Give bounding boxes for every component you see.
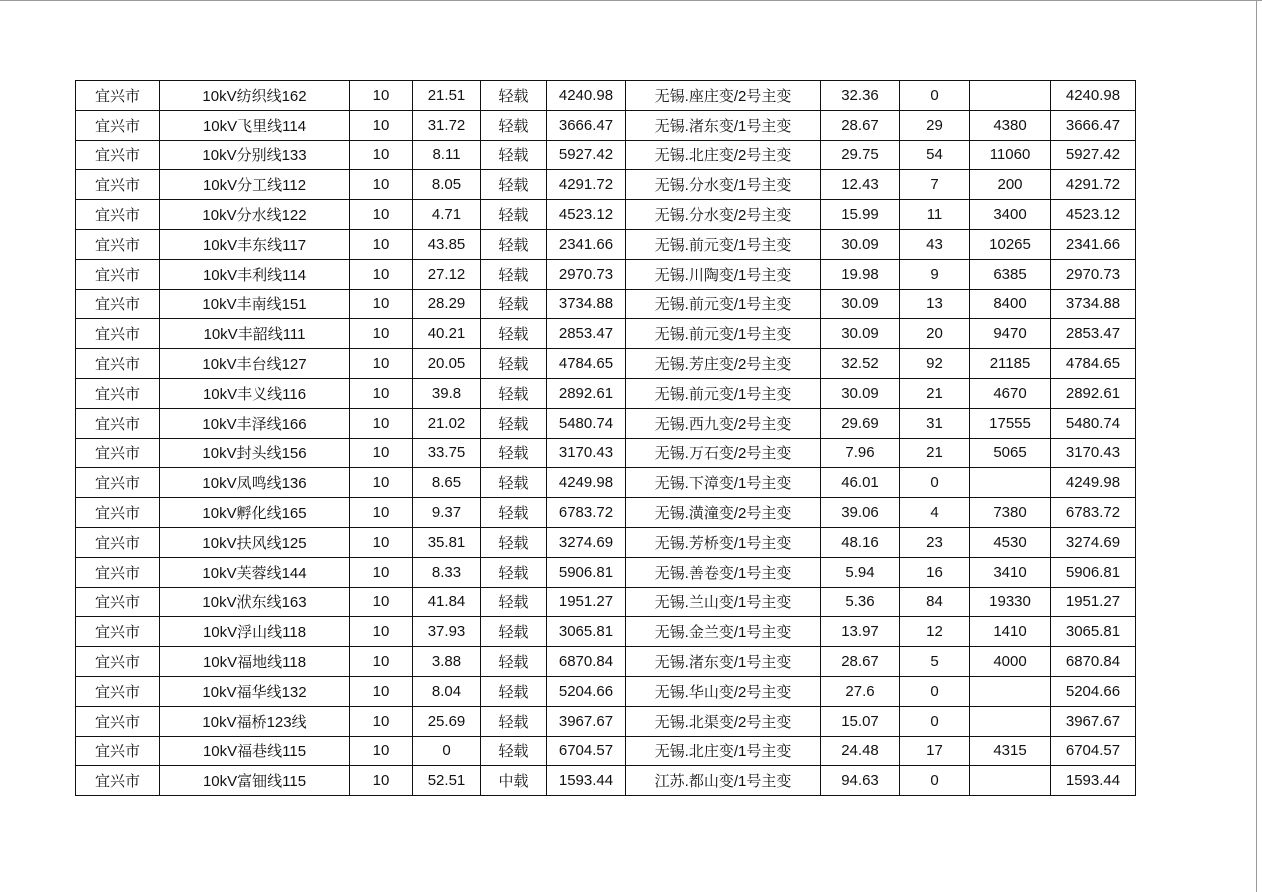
table-row (76, 408, 1136, 438)
load-rate-cell: 43.85 (413, 229, 481, 259)
city-cell: 宜兴市 (76, 378, 160, 408)
city-cell: 宜兴市 (76, 170, 160, 200)
count-cell: 4 (900, 498, 970, 528)
transformer-load-cell: 29.69 (821, 408, 900, 438)
line-name-cell: 10kV飞里线114 (160, 110, 350, 140)
capacity-cell: 4291.72 (547, 170, 626, 200)
line-name-cell: 10kV福巷线115 (160, 736, 350, 766)
count-cell: 11 (900, 200, 970, 230)
margin-cell: 4240.98 (1051, 81, 1136, 111)
load-rate-cell: 8.33 (413, 557, 481, 587)
transformer-load-cell: 5.94 (821, 557, 900, 587)
amount-cell (970, 706, 1051, 736)
amount-cell: 4530 (970, 527, 1051, 557)
voltage-cell: 10 (350, 349, 413, 379)
amount-cell: 19330 (970, 587, 1051, 617)
capacity-cell: 4240.98 (547, 81, 626, 111)
margin-cell: 2892.61 (1051, 378, 1136, 408)
substation-cell: 无锡.金兰变/1号主变 (626, 617, 821, 647)
substation-cell: 无锡.华山变/2号主变 (626, 676, 821, 706)
voltage-cell: 10 (350, 229, 413, 259)
load-status-cell: 轻载 (481, 349, 547, 379)
voltage-cell: 10 (350, 110, 413, 140)
city-cell: 宜兴市 (76, 617, 160, 647)
transformer-load-cell: 19.98 (821, 259, 900, 289)
load-rate-cell: 31.72 (413, 110, 481, 140)
count-cell: 0 (900, 706, 970, 736)
count-cell: 13 (900, 289, 970, 319)
line-name-cell: 10kV丰东线117 (160, 229, 350, 259)
capacity-cell: 3734.88 (547, 289, 626, 319)
substation-cell: 无锡.座庄变/2号主变 (626, 81, 821, 111)
transformer-load-cell: 32.36 (821, 81, 900, 111)
table-row (76, 557, 1136, 587)
load-status-cell: 轻载 (481, 229, 547, 259)
line-name-cell: 10kV洑东线163 (160, 587, 350, 617)
load-rate-cell: 4.71 (413, 200, 481, 230)
city-cell: 宜兴市 (76, 766, 160, 796)
load-status-cell: 轻载 (481, 557, 547, 587)
substation-cell: 无锡.北渠变/2号主变 (626, 706, 821, 736)
load-status-cell: 轻载 (481, 676, 547, 706)
load-rate-cell: 39.8 (413, 378, 481, 408)
substation-cell: 无锡.北庄变/2号主变 (626, 140, 821, 170)
load-rate-cell: 25.69 (413, 706, 481, 736)
transformer-load-cell: 46.01 (821, 468, 900, 498)
capacity-cell: 3666.47 (547, 110, 626, 140)
margin-cell: 4249.98 (1051, 468, 1136, 498)
load-status-cell: 轻载 (481, 378, 547, 408)
table-body (76, 81, 1136, 796)
load-status-cell: 轻载 (481, 140, 547, 170)
capacity-cell: 6783.72 (547, 498, 626, 528)
table-row (76, 766, 1136, 796)
amount-cell (970, 676, 1051, 706)
margin-cell: 3666.47 (1051, 110, 1136, 140)
load-rate-cell: 8.65 (413, 468, 481, 498)
table-row (76, 438, 1136, 468)
line-name-cell: 10kV丰利线114 (160, 259, 350, 289)
city-cell: 宜兴市 (76, 140, 160, 170)
amount-cell: 6385 (970, 259, 1051, 289)
line-name-cell: 10kV丰韶线111 (160, 319, 350, 349)
transformer-load-cell: 30.09 (821, 319, 900, 349)
city-cell: 宜兴市 (76, 468, 160, 498)
margin-cell: 5927.42 (1051, 140, 1136, 170)
table-row (76, 140, 1136, 170)
voltage-cell: 10 (350, 587, 413, 617)
line-name-cell: 10kV福桥123线 (160, 706, 350, 736)
transformer-load-cell: 15.99 (821, 200, 900, 230)
city-cell: 宜兴市 (76, 81, 160, 111)
voltage-cell: 10 (350, 676, 413, 706)
count-cell: 17 (900, 736, 970, 766)
margin-cell: 3170.43 (1051, 438, 1136, 468)
city-cell: 宜兴市 (76, 587, 160, 617)
voltage-cell: 10 (350, 498, 413, 528)
amount-cell: 3410 (970, 557, 1051, 587)
capacity-cell: 5906.81 (547, 557, 626, 587)
city-cell: 宜兴市 (76, 289, 160, 319)
capacity-cell: 1951.27 (547, 587, 626, 617)
capacity-cell: 3170.43 (547, 438, 626, 468)
table-row (76, 110, 1136, 140)
city-cell: 宜兴市 (76, 498, 160, 528)
voltage-cell: 10 (350, 557, 413, 587)
line-name-cell: 10kV分别线133 (160, 140, 350, 170)
amount-cell: 8400 (970, 289, 1051, 319)
transformer-load-cell: 29.75 (821, 140, 900, 170)
amount-cell (970, 81, 1051, 111)
count-cell: 0 (900, 676, 970, 706)
table-row (76, 468, 1136, 498)
capacity-cell: 2892.61 (547, 378, 626, 408)
load-rate-cell: 8.04 (413, 676, 481, 706)
transformer-load-cell: 27.6 (821, 676, 900, 706)
amount-cell: 5065 (970, 438, 1051, 468)
table-row (76, 647, 1136, 677)
transformer-load-cell: 94.63 (821, 766, 900, 796)
margin-cell: 6704.57 (1051, 736, 1136, 766)
line-name-cell: 10kV分水线122 (160, 200, 350, 230)
load-rate-cell: 28.29 (413, 289, 481, 319)
count-cell: 23 (900, 527, 970, 557)
city-cell: 宜兴市 (76, 647, 160, 677)
substation-cell: 无锡.万石变/2号主变 (626, 438, 821, 468)
load-rate-cell: 35.81 (413, 527, 481, 557)
city-cell: 宜兴市 (76, 438, 160, 468)
load-status-cell: 中载 (481, 766, 547, 796)
capacity-cell: 2970.73 (547, 259, 626, 289)
capacity-cell: 1593.44 (547, 766, 626, 796)
table-row (76, 617, 1136, 647)
line-name-cell: 10kV丰义线116 (160, 378, 350, 408)
line-name-cell: 10kV封头线156 (160, 438, 350, 468)
substation-cell: 无锡.前元变/1号主变 (626, 229, 821, 259)
voltage-cell: 10 (350, 259, 413, 289)
load-status-cell: 轻载 (481, 617, 547, 647)
transformer-load-cell: 30.09 (821, 378, 900, 408)
load-rate-cell: 40.21 (413, 319, 481, 349)
voltage-cell: 10 (350, 617, 413, 647)
amount-cell: 200 (970, 170, 1051, 200)
city-cell: 宜兴市 (76, 200, 160, 230)
voltage-cell: 10 (350, 408, 413, 438)
table-row (76, 378, 1136, 408)
line-name-cell: 10kV丰台线127 (160, 349, 350, 379)
page-top-border (0, 0, 1262, 1)
count-cell: 12 (900, 617, 970, 647)
substation-cell: 无锡.前元变/1号主变 (626, 378, 821, 408)
margin-cell: 2970.73 (1051, 259, 1136, 289)
load-status-cell: 轻载 (481, 259, 547, 289)
capacity-cell: 4784.65 (547, 349, 626, 379)
feeder-load-table (75, 80, 1136, 796)
table-row (76, 289, 1136, 319)
capacity-cell: 5927.42 (547, 140, 626, 170)
line-name-cell: 10kV扶风线125 (160, 527, 350, 557)
load-status-cell: 轻载 (481, 647, 547, 677)
count-cell: 21 (900, 438, 970, 468)
amount-cell (970, 766, 1051, 796)
margin-cell: 6783.72 (1051, 498, 1136, 528)
count-cell: 84 (900, 587, 970, 617)
count-cell: 7 (900, 170, 970, 200)
capacity-cell: 3274.69 (547, 527, 626, 557)
load-status-cell: 轻载 (481, 289, 547, 319)
line-name-cell: 10kV浮山线118 (160, 617, 350, 647)
voltage-cell: 10 (350, 736, 413, 766)
table-row (76, 527, 1136, 557)
count-cell: 31 (900, 408, 970, 438)
load-status-cell: 轻载 (481, 170, 547, 200)
capacity-cell: 2341.66 (547, 229, 626, 259)
count-cell: 20 (900, 319, 970, 349)
count-cell: 0 (900, 81, 970, 111)
city-cell: 宜兴市 (76, 349, 160, 379)
city-cell: 宜兴市 (76, 408, 160, 438)
substation-cell: 无锡.芳桥变/1号主变 (626, 527, 821, 557)
transformer-load-cell: 15.07 (821, 706, 900, 736)
margin-cell: 4523.12 (1051, 200, 1136, 230)
count-cell: 43 (900, 229, 970, 259)
load-status-cell: 轻载 (481, 81, 547, 111)
count-cell: 16 (900, 557, 970, 587)
transformer-load-cell: 13.97 (821, 617, 900, 647)
substation-cell: 无锡.潢潼变/2号主变 (626, 498, 821, 528)
transformer-load-cell: 5.36 (821, 587, 900, 617)
city-cell: 宜兴市 (76, 110, 160, 140)
substation-cell: 无锡.前元变/1号主变 (626, 319, 821, 349)
load-rate-cell: 27.12 (413, 259, 481, 289)
substation-cell: 无锡.兰山变/1号主变 (626, 587, 821, 617)
count-cell: 0 (900, 766, 970, 796)
line-name-cell: 10kV福华线132 (160, 676, 350, 706)
load-rate-cell: 3.88 (413, 647, 481, 677)
table-row (76, 81, 1136, 111)
load-rate-cell: 9.37 (413, 498, 481, 528)
transformer-load-cell: 7.96 (821, 438, 900, 468)
table-row (76, 587, 1136, 617)
load-rate-cell: 52.51 (413, 766, 481, 796)
line-name-cell: 10kV芙蓉线144 (160, 557, 350, 587)
substation-cell: 无锡.善卷变/1号主变 (626, 557, 821, 587)
capacity-cell: 6870.84 (547, 647, 626, 677)
substation-cell: 无锡.芳庄变/2号主变 (626, 349, 821, 379)
capacity-cell: 6704.57 (547, 736, 626, 766)
capacity-cell: 2853.47 (547, 319, 626, 349)
voltage-cell: 10 (350, 140, 413, 170)
substation-cell: 无锡.分水变/2号主变 (626, 200, 821, 230)
voltage-cell: 10 (350, 438, 413, 468)
margin-cell: 5906.81 (1051, 557, 1136, 587)
transformer-load-cell: 30.09 (821, 229, 900, 259)
substation-cell: 无锡.下漳变/1号主变 (626, 468, 821, 498)
load-rate-cell: 8.11 (413, 140, 481, 170)
transformer-load-cell: 28.67 (821, 647, 900, 677)
load-status-cell: 轻载 (481, 706, 547, 736)
load-rate-cell: 21.51 (413, 81, 481, 111)
transformer-load-cell: 28.67 (821, 110, 900, 140)
load-status-cell: 轻载 (481, 468, 547, 498)
table-row (76, 349, 1136, 379)
amount-cell: 21185 (970, 349, 1051, 379)
load-rate-cell: 8.05 (413, 170, 481, 200)
table-row (76, 736, 1136, 766)
city-cell: 宜兴市 (76, 557, 160, 587)
substation-cell: 无锡.分水变/1号主变 (626, 170, 821, 200)
line-name-cell: 10kV孵化线165 (160, 498, 350, 528)
substation-cell: 无锡.渚东变/1号主变 (626, 110, 821, 140)
voltage-cell: 10 (350, 200, 413, 230)
transformer-load-cell: 32.52 (821, 349, 900, 379)
margin-cell: 3734.88 (1051, 289, 1136, 319)
margin-cell: 1951.27 (1051, 587, 1136, 617)
load-status-cell: 轻载 (481, 736, 547, 766)
table-row (76, 259, 1136, 289)
table-row (76, 200, 1136, 230)
voltage-cell: 10 (350, 766, 413, 796)
voltage-cell: 10 (350, 81, 413, 111)
voltage-cell: 10 (350, 378, 413, 408)
line-name-cell: 10kV分工线112 (160, 170, 350, 200)
city-cell: 宜兴市 (76, 319, 160, 349)
load-status-cell: 轻载 (481, 110, 547, 140)
amount-cell: 3400 (970, 200, 1051, 230)
count-cell: 54 (900, 140, 970, 170)
transformer-load-cell: 24.48 (821, 736, 900, 766)
capacity-cell: 4523.12 (547, 200, 626, 230)
voltage-cell: 10 (350, 527, 413, 557)
margin-cell: 5480.74 (1051, 408, 1136, 438)
voltage-cell: 10 (350, 319, 413, 349)
city-cell: 宜兴市 (76, 229, 160, 259)
load-rate-cell: 37.93 (413, 617, 481, 647)
capacity-cell: 4249.98 (547, 468, 626, 498)
count-cell: 0 (900, 468, 970, 498)
table-row (76, 319, 1136, 349)
line-name-cell: 10kV凤鸣线136 (160, 468, 350, 498)
substation-cell: 江苏.都山变/1号主变 (626, 766, 821, 796)
capacity-cell: 5480.74 (547, 408, 626, 438)
line-name-cell: 10kV富钿线115 (160, 766, 350, 796)
line-name-cell: 10kV福地线118 (160, 647, 350, 677)
margin-cell: 4291.72 (1051, 170, 1136, 200)
line-name-cell: 10kV丰泽线166 (160, 408, 350, 438)
count-cell: 92 (900, 349, 970, 379)
transformer-load-cell: 39.06 (821, 498, 900, 528)
substation-cell: 无锡.渚东变/1号主变 (626, 647, 821, 677)
count-cell: 9 (900, 259, 970, 289)
voltage-cell: 10 (350, 706, 413, 736)
city-cell: 宜兴市 (76, 706, 160, 736)
page-right-border (1256, 0, 1257, 892)
margin-cell: 3274.69 (1051, 527, 1136, 557)
margin-cell: 3967.67 (1051, 706, 1136, 736)
load-status-cell: 轻载 (481, 408, 547, 438)
city-cell: 宜兴市 (76, 259, 160, 289)
substation-cell: 无锡.川陶变/1号主变 (626, 259, 821, 289)
load-status-cell: 轻载 (481, 527, 547, 557)
city-cell: 宜兴市 (76, 736, 160, 766)
table-row (76, 170, 1136, 200)
line-name-cell: 10kV纺织线162 (160, 81, 350, 111)
margin-cell: 4784.65 (1051, 349, 1136, 379)
amount-cell: 4670 (970, 378, 1051, 408)
margin-cell: 2853.47 (1051, 319, 1136, 349)
margin-cell: 3065.81 (1051, 617, 1136, 647)
amount-cell (970, 468, 1051, 498)
voltage-cell: 10 (350, 647, 413, 677)
voltage-cell: 10 (350, 289, 413, 319)
load-rate-cell: 20.05 (413, 349, 481, 379)
voltage-cell: 10 (350, 170, 413, 200)
substation-cell: 无锡.北庄变/1号主变 (626, 736, 821, 766)
margin-cell: 6870.84 (1051, 647, 1136, 677)
amount-cell: 4315 (970, 736, 1051, 766)
load-rate-cell: 21.02 (413, 408, 481, 438)
amount-cell: 4000 (970, 647, 1051, 677)
transformer-load-cell: 30.09 (821, 289, 900, 319)
count-cell: 21 (900, 378, 970, 408)
transformer-load-cell: 48.16 (821, 527, 900, 557)
margin-cell: 5204.66 (1051, 676, 1136, 706)
count-cell: 29 (900, 110, 970, 140)
amount-cell: 4380 (970, 110, 1051, 140)
substation-cell: 无锡.前元变/1号主变 (626, 289, 821, 319)
voltage-cell: 10 (350, 468, 413, 498)
count-cell: 5 (900, 647, 970, 677)
city-cell: 宜兴市 (76, 527, 160, 557)
substation-cell: 无锡.西九变/2号主变 (626, 408, 821, 438)
transformer-load-cell: 12.43 (821, 170, 900, 200)
load-rate-cell: 41.84 (413, 587, 481, 617)
line-name-cell: 10kV丰南线151 (160, 289, 350, 319)
amount-cell: 7380 (970, 498, 1051, 528)
city-cell: 宜兴市 (76, 676, 160, 706)
load-rate-cell: 0 (413, 736, 481, 766)
load-status-cell: 轻载 (481, 438, 547, 468)
amount-cell: 10265 (970, 229, 1051, 259)
margin-cell: 1593.44 (1051, 766, 1136, 796)
table-row (76, 229, 1136, 259)
margin-cell: 2341.66 (1051, 229, 1136, 259)
load-status-cell: 轻载 (481, 200, 547, 230)
amount-cell: 1410 (970, 617, 1051, 647)
load-rate-cell: 33.75 (413, 438, 481, 468)
table-row (76, 676, 1136, 706)
table-row (76, 498, 1136, 528)
load-status-cell: 轻载 (481, 587, 547, 617)
table-row (76, 706, 1136, 736)
amount-cell: 9470 (970, 319, 1051, 349)
amount-cell: 17555 (970, 408, 1051, 438)
capacity-cell: 3967.67 (547, 706, 626, 736)
amount-cell: 11060 (970, 140, 1051, 170)
capacity-cell: 3065.81 (547, 617, 626, 647)
load-status-cell: 轻载 (481, 319, 547, 349)
load-status-cell: 轻载 (481, 498, 547, 528)
capacity-cell: 5204.66 (547, 676, 626, 706)
